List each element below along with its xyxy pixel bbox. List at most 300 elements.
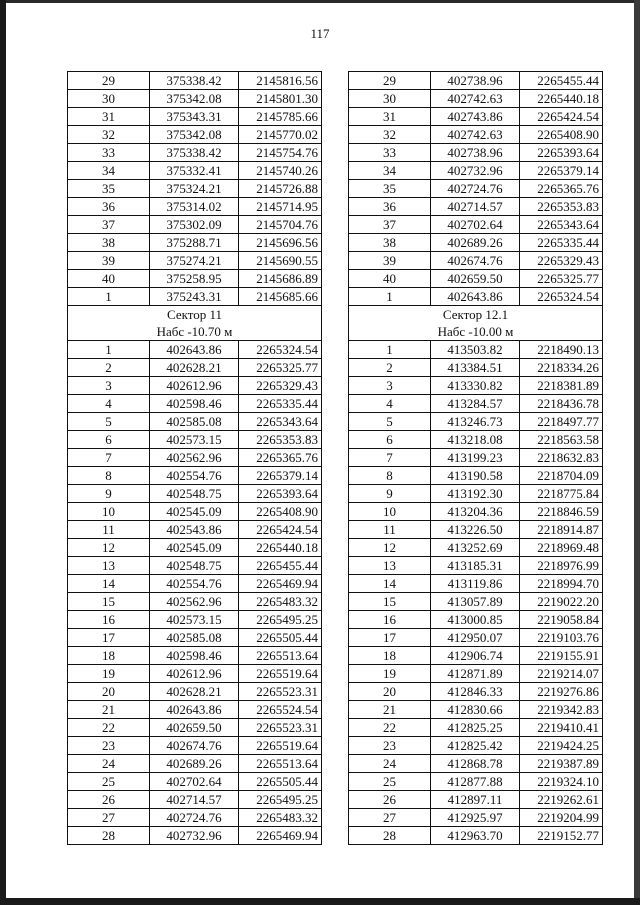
x-coordinate: 402738.96 <box>431 72 520 90</box>
x-coordinate: 375324.21 <box>150 180 239 198</box>
table-row <box>349 629 603 647</box>
point-number: 7 <box>68 449 150 467</box>
x-coordinate: 402548.75 <box>150 485 239 503</box>
x-coordinate: 402562.96 <box>150 593 239 611</box>
table-row <box>68 216 322 234</box>
table-row <box>68 413 322 431</box>
sector-title-row <box>349 306 603 324</box>
y-coordinate: 2219103.76 <box>520 629 603 647</box>
x-coordinate: 402702.64 <box>150 773 239 791</box>
table-row <box>349 575 603 593</box>
table-row <box>68 755 322 773</box>
y-coordinate: 2265329.43 <box>520 252 603 270</box>
table-row <box>349 755 603 773</box>
table-row <box>349 791 603 809</box>
y-coordinate: 2265495.25 <box>239 611 322 629</box>
point-number: 39 <box>349 252 431 270</box>
table-row <box>349 162 603 180</box>
point-number: 38 <box>68 234 150 252</box>
x-coordinate: 402689.26 <box>150 755 239 773</box>
y-coordinate: 2218497.77 <box>520 413 603 431</box>
sector-height: Набс -10.00 м <box>349 323 603 341</box>
point-number: 20 <box>349 683 431 701</box>
table-row <box>349 809 603 827</box>
x-coordinate: 402612.96 <box>150 665 239 683</box>
y-coordinate: 2265495.25 <box>239 791 322 809</box>
point-number: 26 <box>349 791 431 809</box>
point-number: 40 <box>349 270 431 288</box>
table-row <box>349 521 603 539</box>
x-coordinate: 412963.70 <box>431 827 520 845</box>
x-coordinate: 412825.42 <box>431 737 520 755</box>
table-row <box>68 809 322 827</box>
sector-title: Сектор 11 <box>68 306 322 324</box>
table-row <box>349 449 603 467</box>
table-row <box>68 503 322 521</box>
point-number: 16 <box>349 611 431 629</box>
x-coordinate: 402573.15 <box>150 611 239 629</box>
y-coordinate: 2145770.02 <box>239 126 322 144</box>
y-coordinate: 2265325.77 <box>520 270 603 288</box>
point-number: 22 <box>68 719 150 737</box>
point-number: 32 <box>349 126 431 144</box>
table-row <box>68 737 322 755</box>
table-row <box>349 198 603 216</box>
point-number: 14 <box>68 575 150 593</box>
x-coordinate: 402732.96 <box>431 162 520 180</box>
y-coordinate: 2219022.20 <box>520 593 603 611</box>
y-coordinate: 2218969.48 <box>520 539 603 557</box>
point-number: 31 <box>68 108 150 126</box>
point-number: 27 <box>349 809 431 827</box>
table-row <box>68 108 322 126</box>
x-coordinate: 402674.76 <box>431 252 520 270</box>
y-coordinate: 2265523.31 <box>239 683 322 701</box>
y-coordinate: 2265513.64 <box>239 755 322 773</box>
table-row <box>349 288 603 306</box>
point-number: 34 <box>349 162 431 180</box>
table-row <box>68 827 322 845</box>
point-number: 9 <box>349 485 431 503</box>
table-row <box>349 539 603 557</box>
y-coordinate: 2219058.84 <box>520 611 603 629</box>
x-coordinate: 402643.86 <box>150 701 239 719</box>
y-coordinate: 2265505.44 <box>239 773 322 791</box>
y-coordinate: 2219276.86 <box>520 683 603 701</box>
x-coordinate: 413057.89 <box>431 593 520 611</box>
table-row <box>68 144 322 162</box>
point-number: 28 <box>68 827 150 845</box>
x-coordinate: 413284.57 <box>431 395 520 413</box>
table-row <box>68 485 322 503</box>
point-number: 21 <box>68 701 150 719</box>
x-coordinate: 412830.66 <box>431 701 520 719</box>
x-coordinate: 413119.86 <box>431 575 520 593</box>
table-row <box>68 288 322 306</box>
y-coordinate: 2219262.61 <box>520 791 603 809</box>
table-row <box>349 611 603 629</box>
x-coordinate: 402643.86 <box>431 288 520 306</box>
point-number: 36 <box>349 198 431 216</box>
right-coordinates-table <box>348 71 603 845</box>
table-row <box>68 467 322 485</box>
point-number: 12 <box>68 539 150 557</box>
y-coordinate: 2219410.41 <box>520 719 603 737</box>
x-coordinate: 402674.76 <box>150 737 239 755</box>
table-row <box>349 270 603 288</box>
table-row <box>349 413 603 431</box>
y-coordinate: 2218914.87 <box>520 521 603 539</box>
point-number: 11 <box>68 521 150 539</box>
table-row <box>349 683 603 701</box>
table-row <box>68 180 322 198</box>
table-row <box>349 467 603 485</box>
table-row <box>68 611 322 629</box>
point-number: 10 <box>68 503 150 521</box>
table-row <box>349 431 603 449</box>
y-coordinate: 2265353.83 <box>520 198 603 216</box>
table-row <box>349 593 603 611</box>
y-coordinate: 2265335.44 <box>520 234 603 252</box>
x-coordinate: 402689.26 <box>431 234 520 252</box>
point-number: 25 <box>349 773 431 791</box>
x-coordinate: 402545.09 <box>150 503 239 521</box>
y-coordinate: 2145785.66 <box>239 108 322 126</box>
x-coordinate: 402643.86 <box>150 341 239 359</box>
y-coordinate: 2265469.94 <box>239 827 322 845</box>
x-coordinate: 402738.96 <box>431 144 520 162</box>
left-coordinates-table <box>67 71 322 845</box>
x-coordinate: 413199.23 <box>431 449 520 467</box>
point-number: 19 <box>349 665 431 683</box>
point-number: 29 <box>68 72 150 90</box>
x-coordinate: 413246.73 <box>431 413 520 431</box>
y-coordinate: 2265505.44 <box>239 629 322 647</box>
point-number: 39 <box>68 252 150 270</box>
x-coordinate: 402554.76 <box>150 575 239 593</box>
point-number: 38 <box>349 234 431 252</box>
y-coordinate: 2218704.09 <box>520 467 603 485</box>
table-row <box>349 773 603 791</box>
x-coordinate: 375338.42 <box>150 144 239 162</box>
x-coordinate: 412871.89 <box>431 665 520 683</box>
x-coordinate: 413252.69 <box>431 539 520 557</box>
point-number: 13 <box>349 557 431 575</box>
table-row <box>68 270 322 288</box>
table-row <box>68 377 322 395</box>
x-coordinate: 375343.31 <box>150 108 239 126</box>
x-coordinate: 413330.82 <box>431 377 520 395</box>
table-row <box>349 90 603 108</box>
point-number: 6 <box>349 431 431 449</box>
x-coordinate: 402659.50 <box>150 719 239 737</box>
table-row <box>349 665 603 683</box>
x-coordinate: 412868.78 <box>431 755 520 773</box>
y-coordinate: 2219214.07 <box>520 665 603 683</box>
point-number: 4 <box>349 395 431 413</box>
point-number: 1 <box>349 288 431 306</box>
point-number: 2 <box>349 359 431 377</box>
x-coordinate: 402598.46 <box>150 395 239 413</box>
x-coordinate: 402585.08 <box>150 629 239 647</box>
y-coordinate: 2145726.88 <box>239 180 322 198</box>
point-number: 29 <box>349 72 431 90</box>
x-coordinate: 375342.08 <box>150 90 239 108</box>
y-coordinate: 2145686.89 <box>239 270 322 288</box>
x-coordinate: 412897.11 <box>431 791 520 809</box>
point-number: 5 <box>68 413 150 431</box>
y-coordinate: 2265440.18 <box>239 539 322 557</box>
y-coordinate: 2265455.44 <box>520 72 603 90</box>
y-coordinate: 2265325.77 <box>239 359 322 377</box>
scan-edge-left <box>0 0 6 905</box>
y-coordinate: 2265513.64 <box>239 647 322 665</box>
y-coordinate: 2218846.59 <box>520 503 603 521</box>
table-row <box>349 252 603 270</box>
point-number: 1 <box>68 341 150 359</box>
y-coordinate: 2145754.76 <box>239 144 322 162</box>
y-coordinate: 2218632.83 <box>520 449 603 467</box>
x-coordinate: 413503.82 <box>431 341 520 359</box>
point-number: 19 <box>68 665 150 683</box>
scan-edge-bottom <box>0 898 640 905</box>
point-number: 35 <box>349 180 431 198</box>
table-row <box>68 683 322 701</box>
x-coordinate: 402743.86 <box>431 108 520 126</box>
table-row <box>349 647 603 665</box>
sector-title-row <box>68 306 322 324</box>
x-coordinate: 402724.76 <box>150 809 239 827</box>
y-coordinate: 2218563.58 <box>520 431 603 449</box>
y-coordinate: 2219342.83 <box>520 701 603 719</box>
x-coordinate: 412925.97 <box>431 809 520 827</box>
x-coordinate: 402702.64 <box>431 216 520 234</box>
point-number: 9 <box>68 485 150 503</box>
y-coordinate: 2218490.13 <box>520 341 603 359</box>
y-coordinate: 2219155.91 <box>520 647 603 665</box>
x-coordinate: 402724.76 <box>431 180 520 198</box>
point-number: 37 <box>68 216 150 234</box>
table-row <box>349 180 603 198</box>
point-number: 17 <box>349 629 431 647</box>
point-number: 33 <box>349 144 431 162</box>
table-row <box>349 503 603 521</box>
point-number: 18 <box>68 647 150 665</box>
point-number: 30 <box>68 90 150 108</box>
table-row <box>68 252 322 270</box>
x-coordinate: 402659.50 <box>431 270 520 288</box>
x-coordinate: 402628.21 <box>150 683 239 701</box>
y-coordinate: 2265324.54 <box>239 341 322 359</box>
y-coordinate: 2219324.10 <box>520 773 603 791</box>
table-row <box>68 539 322 557</box>
x-coordinate: 402714.57 <box>431 198 520 216</box>
point-number: 33 <box>68 144 150 162</box>
point-number: 30 <box>349 90 431 108</box>
table-row <box>349 719 603 737</box>
table-row <box>68 665 322 683</box>
y-coordinate: 2218334.26 <box>520 359 603 377</box>
point-number: 5 <box>349 413 431 431</box>
point-number: 32 <box>68 126 150 144</box>
x-coordinate: 375243.31 <box>150 288 239 306</box>
y-coordinate: 2265483.32 <box>239 593 322 611</box>
point-number: 18 <box>349 647 431 665</box>
point-number: 12 <box>349 539 431 557</box>
x-coordinate: 402598.46 <box>150 647 239 665</box>
y-coordinate: 2265393.64 <box>239 485 322 503</box>
point-number: 1 <box>68 288 150 306</box>
point-number: 10 <box>349 503 431 521</box>
table-row <box>68 234 322 252</box>
table-row <box>68 791 322 809</box>
table-row <box>68 557 322 575</box>
sector-title: Сектор 12.1 <box>349 306 603 324</box>
y-coordinate: 2265379.14 <box>520 162 603 180</box>
y-coordinate: 2218775.84 <box>520 485 603 503</box>
point-number: 25 <box>68 773 150 791</box>
y-coordinate: 2265440.18 <box>520 90 603 108</box>
table-row <box>68 521 322 539</box>
y-coordinate: 2145816.56 <box>239 72 322 90</box>
y-coordinate: 2265519.64 <box>239 665 322 683</box>
x-coordinate: 413204.36 <box>431 503 520 521</box>
table-row <box>68 593 322 611</box>
point-number: 2 <box>68 359 150 377</box>
table-row <box>68 341 322 359</box>
y-coordinate: 2265483.32 <box>239 809 322 827</box>
x-coordinate: 402573.15 <box>150 431 239 449</box>
sector-height-row <box>68 323 322 341</box>
point-number: 3 <box>68 377 150 395</box>
y-coordinate: 2145685.66 <box>239 288 322 306</box>
point-number: 11 <box>349 521 431 539</box>
table-row <box>349 126 603 144</box>
y-coordinate: 2265455.44 <box>239 557 322 575</box>
y-coordinate: 2265393.64 <box>520 144 603 162</box>
table-row <box>68 431 322 449</box>
point-number: 27 <box>68 809 150 827</box>
x-coordinate: 412877.88 <box>431 773 520 791</box>
table-row <box>349 216 603 234</box>
scan-edge-right <box>634 0 640 905</box>
point-number: 26 <box>68 791 150 809</box>
point-number: 24 <box>349 755 431 773</box>
x-coordinate: 402562.96 <box>150 449 239 467</box>
point-number: 13 <box>68 557 150 575</box>
x-coordinate: 412906.74 <box>431 647 520 665</box>
x-coordinate: 402585.08 <box>150 413 239 431</box>
y-coordinate: 2265379.14 <box>239 467 322 485</box>
x-coordinate: 402732.96 <box>150 827 239 845</box>
x-coordinate: 413218.08 <box>431 431 520 449</box>
x-coordinate: 375342.08 <box>150 126 239 144</box>
y-coordinate: 2265329.43 <box>239 377 322 395</box>
sector-height-row <box>349 323 603 341</box>
point-number: 20 <box>68 683 150 701</box>
y-coordinate: 2219387.89 <box>520 755 603 773</box>
table-row <box>349 359 603 377</box>
y-coordinate: 2219152.77 <box>520 827 603 845</box>
y-coordinate: 2145696.56 <box>239 234 322 252</box>
x-coordinate: 375314.02 <box>150 198 239 216</box>
table-row <box>68 701 322 719</box>
point-number: 1 <box>349 341 431 359</box>
x-coordinate: 413190.58 <box>431 467 520 485</box>
point-number: 15 <box>68 593 150 611</box>
table-row <box>349 72 603 90</box>
y-coordinate: 2265335.44 <box>239 395 322 413</box>
page-number: 117 <box>310 26 330 41</box>
table-row <box>349 395 603 413</box>
x-coordinate: 413000.85 <box>431 611 520 629</box>
y-coordinate: 2265324.54 <box>520 288 603 306</box>
y-coordinate: 2265408.90 <box>239 503 322 521</box>
point-number: 34 <box>68 162 150 180</box>
y-coordinate: 2218994.70 <box>520 575 603 593</box>
point-number: 28 <box>349 827 431 845</box>
x-coordinate: 402714.57 <box>150 791 239 809</box>
table-row <box>68 449 322 467</box>
y-coordinate: 2219424.25 <box>520 737 603 755</box>
table-row <box>349 377 603 395</box>
x-coordinate: 412950.07 <box>431 629 520 647</box>
table-row <box>68 126 322 144</box>
y-coordinate: 2218381.89 <box>520 377 603 395</box>
y-coordinate: 2265523.31 <box>239 719 322 737</box>
x-coordinate: 402548.75 <box>150 557 239 575</box>
table-row <box>68 395 322 413</box>
point-number: 23 <box>68 737 150 755</box>
point-number: 16 <box>68 611 150 629</box>
table-row <box>68 719 322 737</box>
table-row <box>68 647 322 665</box>
point-number: 40 <box>68 270 150 288</box>
point-number: 36 <box>68 198 150 216</box>
point-number: 3 <box>349 377 431 395</box>
point-number: 8 <box>68 467 150 485</box>
x-coordinate: 375274.21 <box>150 252 239 270</box>
y-coordinate: 2265469.94 <box>239 575 322 593</box>
table-row <box>349 737 603 755</box>
x-coordinate: 375332.41 <box>150 162 239 180</box>
x-coordinate: 413185.31 <box>431 557 520 575</box>
y-coordinate: 2265365.76 <box>520 180 603 198</box>
x-coordinate: 402612.96 <box>150 377 239 395</box>
x-coordinate: 413192.30 <box>431 485 520 503</box>
y-coordinate: 2145801.30 <box>239 90 322 108</box>
table-row <box>68 359 322 377</box>
table-row <box>68 198 322 216</box>
table-row <box>349 557 603 575</box>
y-coordinate: 2265524.54 <box>239 701 322 719</box>
y-coordinate: 2265424.54 <box>520 108 603 126</box>
y-coordinate: 2145740.26 <box>239 162 322 180</box>
table-row <box>68 162 322 180</box>
table-row <box>349 108 603 126</box>
table-row <box>68 72 322 90</box>
y-coordinate: 2265353.83 <box>239 431 322 449</box>
y-coordinate: 2265343.64 <box>520 216 603 234</box>
point-number: 23 <box>349 737 431 755</box>
point-number: 22 <box>349 719 431 737</box>
table-row <box>349 341 603 359</box>
x-coordinate: 375338.42 <box>150 72 239 90</box>
point-number: 17 <box>68 629 150 647</box>
x-coordinate: 402554.76 <box>150 467 239 485</box>
table-row <box>68 773 322 791</box>
y-coordinate: 2265519.64 <box>239 737 322 755</box>
